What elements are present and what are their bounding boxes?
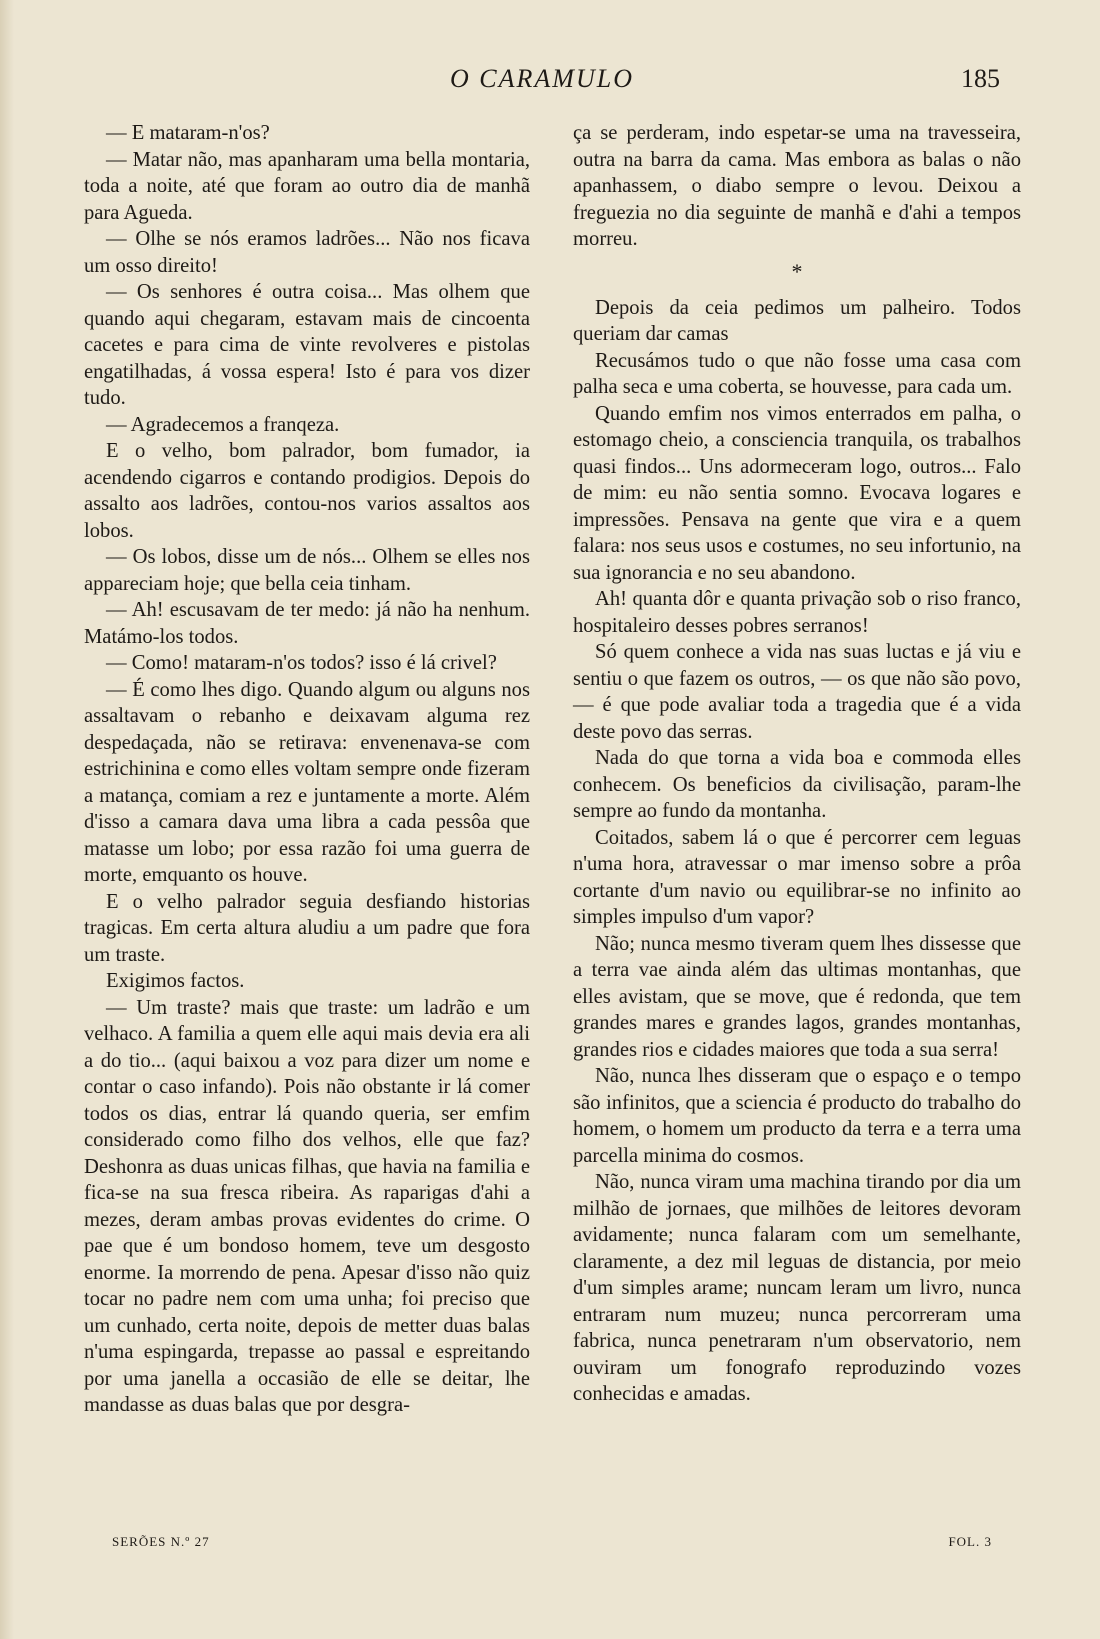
paragraph: — Como! mataram-n'os todos? isso é lá crivel? [106, 652, 497, 674]
signature-mark: SERÕES N.º 27 [112, 1534, 210, 1549]
running-title: O CARAMULO [450, 64, 634, 93]
paragraph: — Olhe se nós eramos ladrões... Não nos ficava um osso direito! [84, 228, 530, 277]
paragraph: Depois da ceia pedimos um palheiro. Todos queriam dar camas [573, 296, 1021, 345]
left-column [84, 120, 530, 1419]
paragraph: — Os senhores é outra coisa... Mas olhem que quando aqui chegaram, estavam mais de cincoenta cacetes e para cima de vinte revolveres e pistolas engatilhadas, á vossa espera! Isto é para vos dizer tudo. [84, 281, 530, 409]
paragraph: — Ah! escusavam de ter medo: já não ha nenhum. Matámo-los todos. [84, 599, 530, 648]
paragraph: — E mataram-n'os? [106, 122, 270, 144]
paragraph: — Um traste? mais que traste: um ladrão e um velhaco. A familia a quem elle aqui mais devia era ali a do tio... (aqui baixou a voz para dizer um nome e contar o caso infando). Pois não obstante ir lá comer todos os dias, entrar lá quando queria, ser emfim considerado como filho dos velhos, elle que faz? Deshonra as duas unicas filhas, que havia na familia e fica-se na sua fresca ribeira. As raparigas d'ahi a mezes, deram ambas provas evidentes do crime. O pae que é um bondoso homem, teve um desgosto enorme. Ia morrendo de pena. Apesar d'isso não quiz tocar no padre nem com uma unha; foi preciso que um cunhado, certa noite, depois de metter duas balas n'uma espingarda, trepasse ao passal e espreitando por uma janella a occasião de elle se deitar, lhe mandasse as duas balas que por desgra- [84, 996, 530, 1416]
paragraph: — Matar não, mas apanharam uma bella montaria, toda a noite, até que foram ao outro dia de manhã para Agueda. [84, 148, 530, 224]
paragraph: — É como lhes digo. Quando algum ou alguns nos assaltavam o rebanho e deixavam alguma rez despedaçada, não se retirava: envenenava-se com estrichinina e como elles voltam sempre onde fizeram a matança, comiam a rez e juntamente a morte. Além d'isso a camara dava uma libra a cada pessôa que matasse um lobo; por essa razão foi uma guerra de morte, emquanto os houve. [84, 678, 530, 886]
paragraph: Ah! quanta dôr e quanta privação sob o riso franco, hospitaleiro desses pobres serranos! [573, 588, 1021, 637]
paragraph: Não, nunca viram uma machina tirando por dia um milhão de jornaes, que milhões de leitores devoram avidamente; nunca falaram com um semelhante, claramente, a dez mil leguas de distancia, por meio d'um simples arame; nuncam leram um livro, nunca entraram num muzeu; nunca percorreram uma fabrica, nunca penetraram n'um observatorio, nem ouviram um fonografo reproduzindo vozes conhecidas e amadas. [573, 1171, 1021, 1405]
paragraph: Não, nunca lhes disseram que o espaço e o tempo são infinitos, que a sciencia é producto do trabalho do homem, o homem um producto da terra e a terra uma parcella minima do cosmos. [573, 1065, 1021, 1167]
section-break-asterisk: * [791, 258, 803, 284]
page-number: 185 [961, 64, 1000, 93]
paragraph: Só quem conhece a vida nas suas luctas e já viu e sentiu o que fazem os outros, — os que não são povo, — é que pode avaliar toda a tragedia que é a vida deste povo das serras. [573, 641, 1021, 743]
paragraph: — Os lobos, disse um de nós... Olhem se elles nos appareciam hoje; que bella ceia tinham. [84, 546, 530, 595]
folio-mark: FOL. 3 [948, 1534, 992, 1549]
right-column [573, 120, 1021, 1408]
page-footer [112, 1534, 992, 1558]
paragraph: E o velho palrador seguia desfiando historias tragicas. Em certa altura aludiu a um padre que fora um traste. [84, 890, 530, 966]
paragraph: — Agradecemos a franqeza. [106, 413, 340, 436]
paragraph: E o velho, bom palrador, bom fumador, ia acendendo cigarros e contando prodigios. Depois do assalto aos ladrões, contou-nos varios assaltos aos lobos. [84, 440, 530, 542]
page-edge [0, 0, 14, 1639]
paragraph: Quando emfim nos vimos enterrados em palha, o estomago cheio, a consciencia tranquila, os trabalhos quasi findos... Uns adormeceram logo, outros... Falo de mim: eu não sentia somno. Evocava logares e impressões. Pensava na gente que vira e a quem falara: nos seus usos e costumes, no seu infortunio, na sua ignorancia e no seu abandono. [573, 402, 1021, 584]
paragraph-continued: ça se perderam, indo espetar-se uma na travesseira, outra na barra da cama. Mas embora as balas o não apanhassem, o diabo sempre o levou. Deixou a freguezia no dia seguinte de manhã e d'ahi a tempos morreu. [573, 122, 1021, 250]
paragraph: Não; nunca mesmo tiveram quem lhes dissesse que a terra vae ainda além das ultimas montanhas, que elles avistam, que se move, que é redonda, que tem grandes mares e grandes lagos, grandes montanhas, grandes rios e cidades maiores que toda a sua serra! [573, 932, 1021, 1061]
running-head [84, 60, 1000, 100]
paragraph: Exigimos factos. [106, 970, 245, 992]
paragraph: Coitados, sabem lá o que é percorrer cem leguas n'uma hora, atravessar o mar imenso sobre a prôa cortante d'um navio ou equilibrar-se no infinito ao simples impulso d'um vapor? [573, 826, 1021, 928]
paragraph: Nada do que torna a vida boa e commoda elles conhecem. Os beneficios da civilisação, param-lhe sempre ao fundo da montanha. [573, 747, 1021, 822]
paragraph: Recusámos tudo o que não fosse uma casa com palha seca e uma coberta, se houvesse, para cada um. [573, 349, 1021, 398]
